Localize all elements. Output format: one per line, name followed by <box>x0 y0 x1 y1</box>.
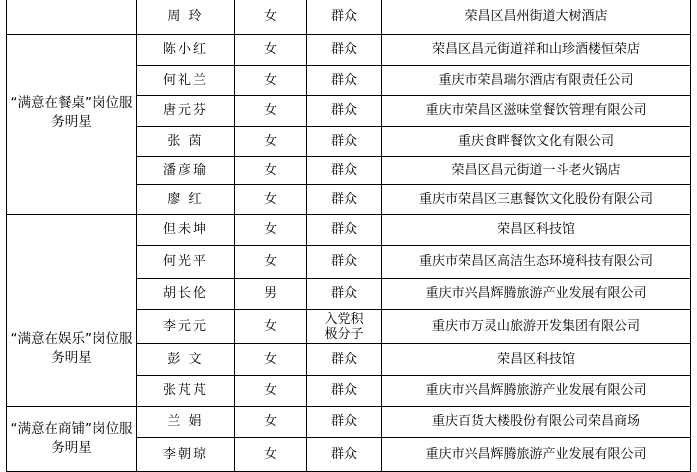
name-cell: 陈小红 <box>162 42 208 57</box>
name-cell: 胡长伦 <box>162 286 208 301</box>
category-dining-star: “满意在餐桌”岗位服务明星 <box>10 95 133 130</box>
gender-cell: 女 <box>263 383 277 398</box>
name-cell: 张芃芃 <box>162 383 208 398</box>
gender-cell: 女 <box>263 103 277 118</box>
political-status-cell: 群众 <box>330 72 357 88</box>
name-cell: 唐元芬 <box>162 103 208 118</box>
political-status-cell: 群众 <box>330 351 357 367</box>
organization-cell: 重庆市荣昌区高洁生态环境科技有限公司 <box>418 254 653 269</box>
political-status-cell: 群众 <box>330 254 357 269</box>
name-cell: 李朝琼 <box>162 446 208 462</box>
gender-cell: 女 <box>263 414 277 429</box>
name-cell: 廖 红 <box>167 191 204 207</box>
political-status-cell: 群众 <box>330 414 357 429</box>
political-status-cell: 群众 <box>330 42 357 57</box>
political-status-cell: 群众 <box>330 9 357 24</box>
political-status-cell: 群众 <box>330 222 357 237</box>
grid-line <box>690 0 691 472</box>
gender-cell: 女 <box>263 254 277 269</box>
organization-cell: 重庆市荣昌区滋味堂餐饮管理有限公司 <box>425 103 647 118</box>
gender-cell: 女 <box>263 9 277 24</box>
organization-cell: 重庆市兴昌辉腾旅游产业发展有限公司 <box>425 383 647 398</box>
gender-cell: 女 <box>263 42 277 57</box>
political-status-cell: 群众 <box>330 286 357 301</box>
gender-cell: 女 <box>263 162 277 178</box>
organization-cell: 荣昌区科技馆 <box>496 222 575 237</box>
gender-cell: 男 <box>263 286 277 301</box>
name-cell: 何礼兰 <box>162 72 208 88</box>
organization-cell: 重庆百货大楼股份有限公司荣昌商场 <box>431 414 640 429</box>
gender-cell: 女 <box>263 222 277 237</box>
organization-cell: 荣昌区昌元街道祥和山珍酒楼恒荣店 <box>431 42 640 57</box>
gender-cell: 女 <box>263 446 277 462</box>
name-cell: 张 茵 <box>167 133 204 149</box>
gender-cell: 女 <box>263 72 277 88</box>
organization-cell: 荣昌区昌州街道大树酒店 <box>464 9 608 24</box>
organization-cell: 重庆市兴昌辉腾旅游产业发展有限公司 <box>425 286 647 301</box>
organization-cell: 重庆食畔餐饮文化有限公司 <box>457 133 614 149</box>
political-status-cell: 群众 <box>330 191 357 207</box>
name-cell: 周 玲 <box>167 9 204 24</box>
political-status-cell: 群众 <box>330 383 357 398</box>
organization-cell: 重庆市荣昌区三惠餐饮文化股份有限公司 <box>418 191 653 207</box>
organization-cell: 荣昌区科技馆 <box>496 351 575 367</box>
category-shop-star: “满意在商铺”岗位服务明星 <box>10 421 133 456</box>
name-cell: 兰 娟 <box>167 414 204 429</box>
gender-cell: 女 <box>263 191 277 207</box>
gender-cell: 女 <box>263 133 277 149</box>
political-status-cell: 群众 <box>330 446 357 462</box>
name-cell: 李元元 <box>162 318 208 334</box>
political-status-cell: 群众 <box>330 162 357 178</box>
organization-cell: 重庆市万灵山旅游开发集团有限公司 <box>431 318 640 334</box>
political-status-cell: 入党积极分子 <box>324 311 364 342</box>
organization-cell: 重庆市荣昌瑞尔酒店有限责任公司 <box>438 72 634 88</box>
name-cell: 彭 文 <box>167 351 204 367</box>
gender-cell: 女 <box>263 318 277 334</box>
organization-cell: 荣昌区昌元街道一斗老火锅店 <box>451 162 621 178</box>
name-cell: 潘彦瑜 <box>162 162 208 178</box>
name-cell: 但未坤 <box>162 222 208 237</box>
gender-cell: 女 <box>263 351 277 367</box>
name-cell: 何光平 <box>162 254 208 269</box>
political-status-cell: 群众 <box>330 133 357 149</box>
political-status-cell: 群众 <box>330 103 357 118</box>
organization-cell: 重庆市兴昌辉腾旅游产业发展有限公司 <box>425 446 647 462</box>
category-entertainment-star: “满意在娱乐”岗位服务明星 <box>10 331 133 366</box>
